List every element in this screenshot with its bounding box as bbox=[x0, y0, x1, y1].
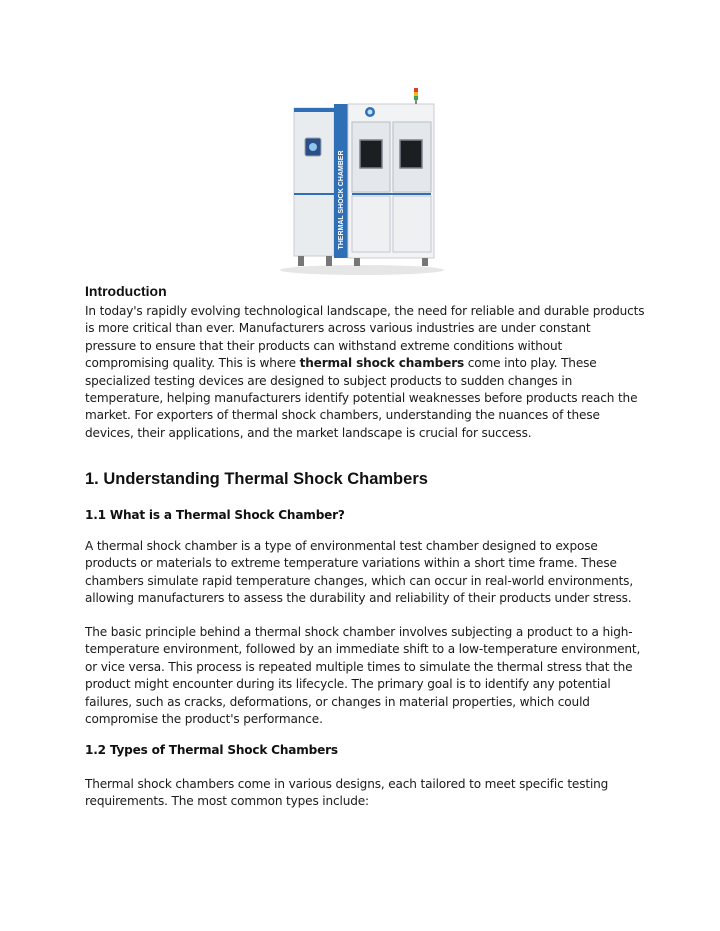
subsection-heading-1-1: 1.1 What is a Thermal Shock Chamber? bbox=[85, 508, 345, 522]
paragraph-1-1-a: A thermal shock chamber is a type of environmental test chamber designed to expose products or materials to extreme temperature variations within a short time frame. These chambers simulate rapid temperature changes, which can occur in real-world environments, allowing manufacturers to assess the durability and reliability of their products under stress. bbox=[85, 539, 634, 606]
intro-text-start: In today's rapidly evolving technological landscape, the need for reliable and durable products is more critical than ever. Manufacturers across various industries are under constant pressure to ensure that their products can withstand extreme conditions without compromising quality. This is where bbox=[85, 304, 645, 371]
chamber-illustration bbox=[272, 82, 448, 278]
thermal-shock-chamber-image bbox=[272, 82, 448, 278]
intro-heading: Introduction bbox=[85, 283, 167, 299]
paragraph-1-1-b: The basic principle behind a thermal shock chamber involves subjecting a product to a high-temperature environment, followed by an immediate shift to a low-temperature environment, or vice versa. This process is repeated multiple times to simulate the thermal stress that the product might encounter during its lifecycle. The primary goal is to identify any potential failures, such as cracks, deformations, or changes in material properties, which could compromise the product's performance. bbox=[85, 625, 641, 727]
paragraph-1-2-a: Thermal shock chambers come in various designs, each tailored to meet specific testing requirements. The most common types include: bbox=[85, 777, 609, 809]
side-label: THERMAL SHOCK CHAMBER bbox=[338, 150, 345, 250]
intro-paragraph bbox=[85, 303, 645, 442]
intro-text-end: come into play. These specialized testing devices are designed to subject products to sudden changes in temperature, helping manufacturers identify potential weaknesses before products reach the market. For exporters of thermal shock chambers, understanding the nuances of these devices, their applications, and the market landscape is crucial for success. bbox=[85, 356, 638, 440]
intro-bold-term: thermal shock chambers bbox=[299, 356, 465, 371]
section-heading: 1. Understanding Thermal Shock Chambers bbox=[85, 470, 428, 488]
subsection-heading-1-2: 1.2 Types of Thermal Shock Chambers bbox=[85, 743, 338, 757]
